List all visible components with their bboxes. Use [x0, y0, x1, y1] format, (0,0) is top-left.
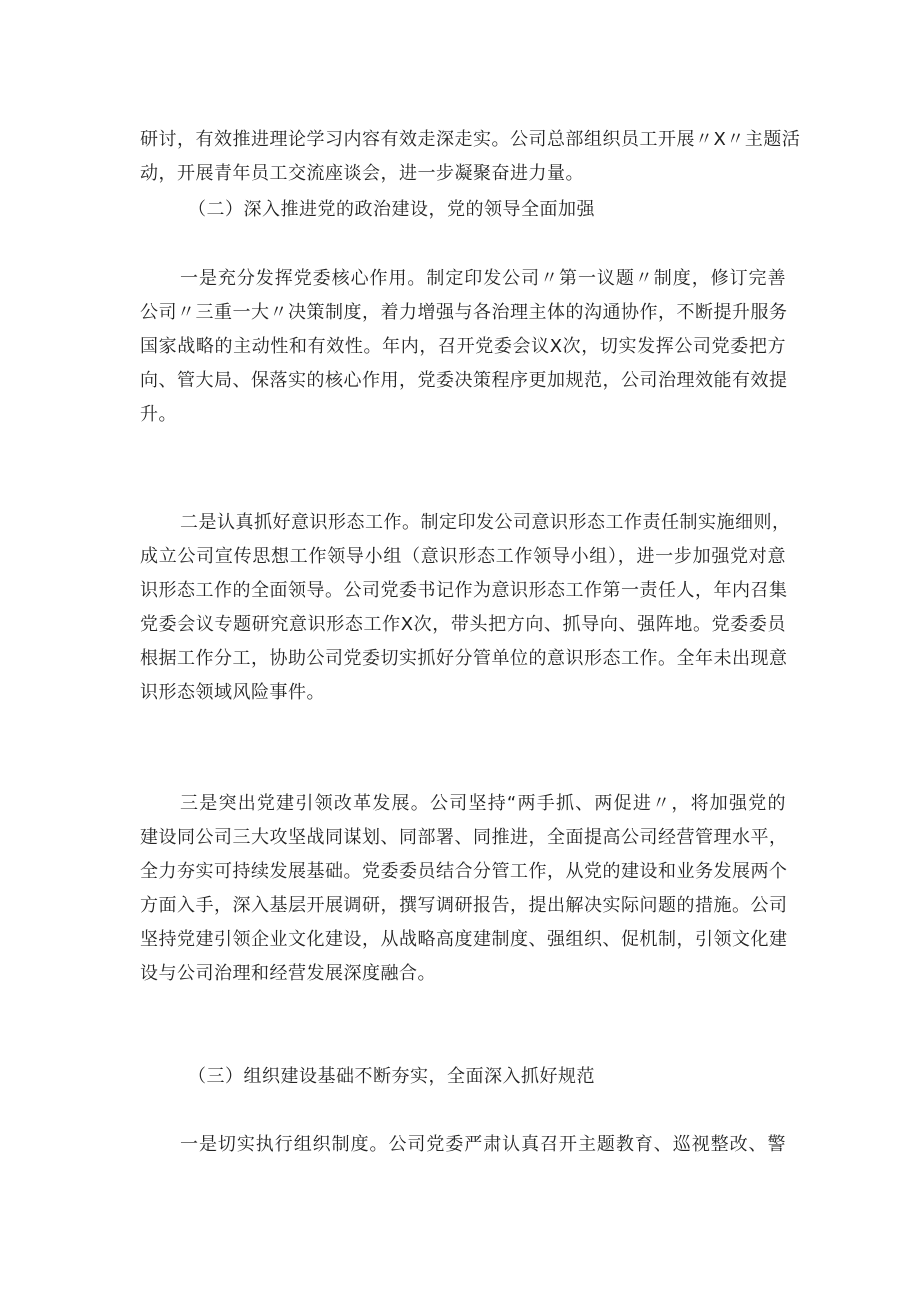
paragraph-continuation — [140, 123, 801, 191]
paragraph-organization-system — [140, 1128, 786, 1162]
text-line: 二是认真抓好意识形态工作。制定印发公司意识形态工作责任制实施细则， — [180, 512, 791, 533]
text-line: 向、管大局、保落实的核心作用，党委决策程序更加规范，公司治理效能有效提 — [140, 370, 788, 391]
text-line: 三是突出党建引领改革发展。公司坚持“两手抓、两促进〃，将加强党的 — [180, 793, 786, 814]
text-line: 一是充分发挥党委核心作用。制定印发公司〃第一议题〃制度，修订完善 — [180, 268, 786, 289]
paragraph-party-building-reform — [140, 787, 786, 991]
text-line: 研讨，有效推进理论学习内容有效走深走实。公司总部组织员工开展〃X〃主题活 — [140, 129, 801, 150]
text-line: 党委会议专题研究意识形态工作X次，带头把方向、抓导向、强阵地。党委委员 — [140, 614, 786, 635]
text-line: 公司〃三重一大〃决策制度，着力增强与各治理主体的沟通协作，不断提升服务 — [140, 302, 788, 323]
section-heading-3: （三）组织建设基础不断夯实，全面深入抓好规范 — [188, 1066, 595, 1087]
text-line: 根据工作分工，协助公司党委切实抓好分管单位的意识形态工作。全年未出现意 — [140, 648, 788, 669]
section-heading-2: （二）深入推进党的政治建设，党的领导全面加强 — [188, 199, 595, 220]
text-line: 坚持党建引领企业文化建设，从战略高度建制度、强组织、促机制，引领文化建 — [140, 929, 788, 950]
text-line: 一是切实执行组织制度。公司党委严肃认真召开主题教育、巡视整改、警 — [180, 1134, 786, 1155]
text-line: 国家战略的主动性和有效性。年内，召开党委会议X次，切实发挥公司党委把方 — [140, 336, 786, 357]
text-line: 升。 — [140, 404, 177, 425]
text-line: 全力夯实可持续发展基础。党委委员结合分管工作，从党的建设和业务发展两个 — [140, 861, 788, 882]
text-line: 识形态工作的全面领导。公司党委书记作为意识形态工作第一责任人，年内召集 — [140, 580, 788, 601]
text-line: 动，开展青年员工交流座谈会，进一步凝聚奋进力量。 — [140, 163, 584, 184]
text-line: 识形态领域风险事件。 — [140, 682, 325, 703]
text-line: 方面入手，深入基层开展调研，撰写调研报告，提出解决实际问题的措施。公司 — [140, 895, 788, 916]
paragraph-ideology-work — [140, 506, 791, 710]
text-line: 成立公司宣传思想工作领导小组（意识形态工作领导小组），进一步加强党对意 — [140, 546, 786, 567]
text-line: 设与公司治理和经营发展深度融合。 — [140, 963, 436, 984]
text-line: 建设同公司三大攻坚战同谋划、同部署、同推进，全面提高公司经营管理水平， — [140, 827, 788, 848]
paragraph-party-committee-core — [140, 262, 786, 432]
